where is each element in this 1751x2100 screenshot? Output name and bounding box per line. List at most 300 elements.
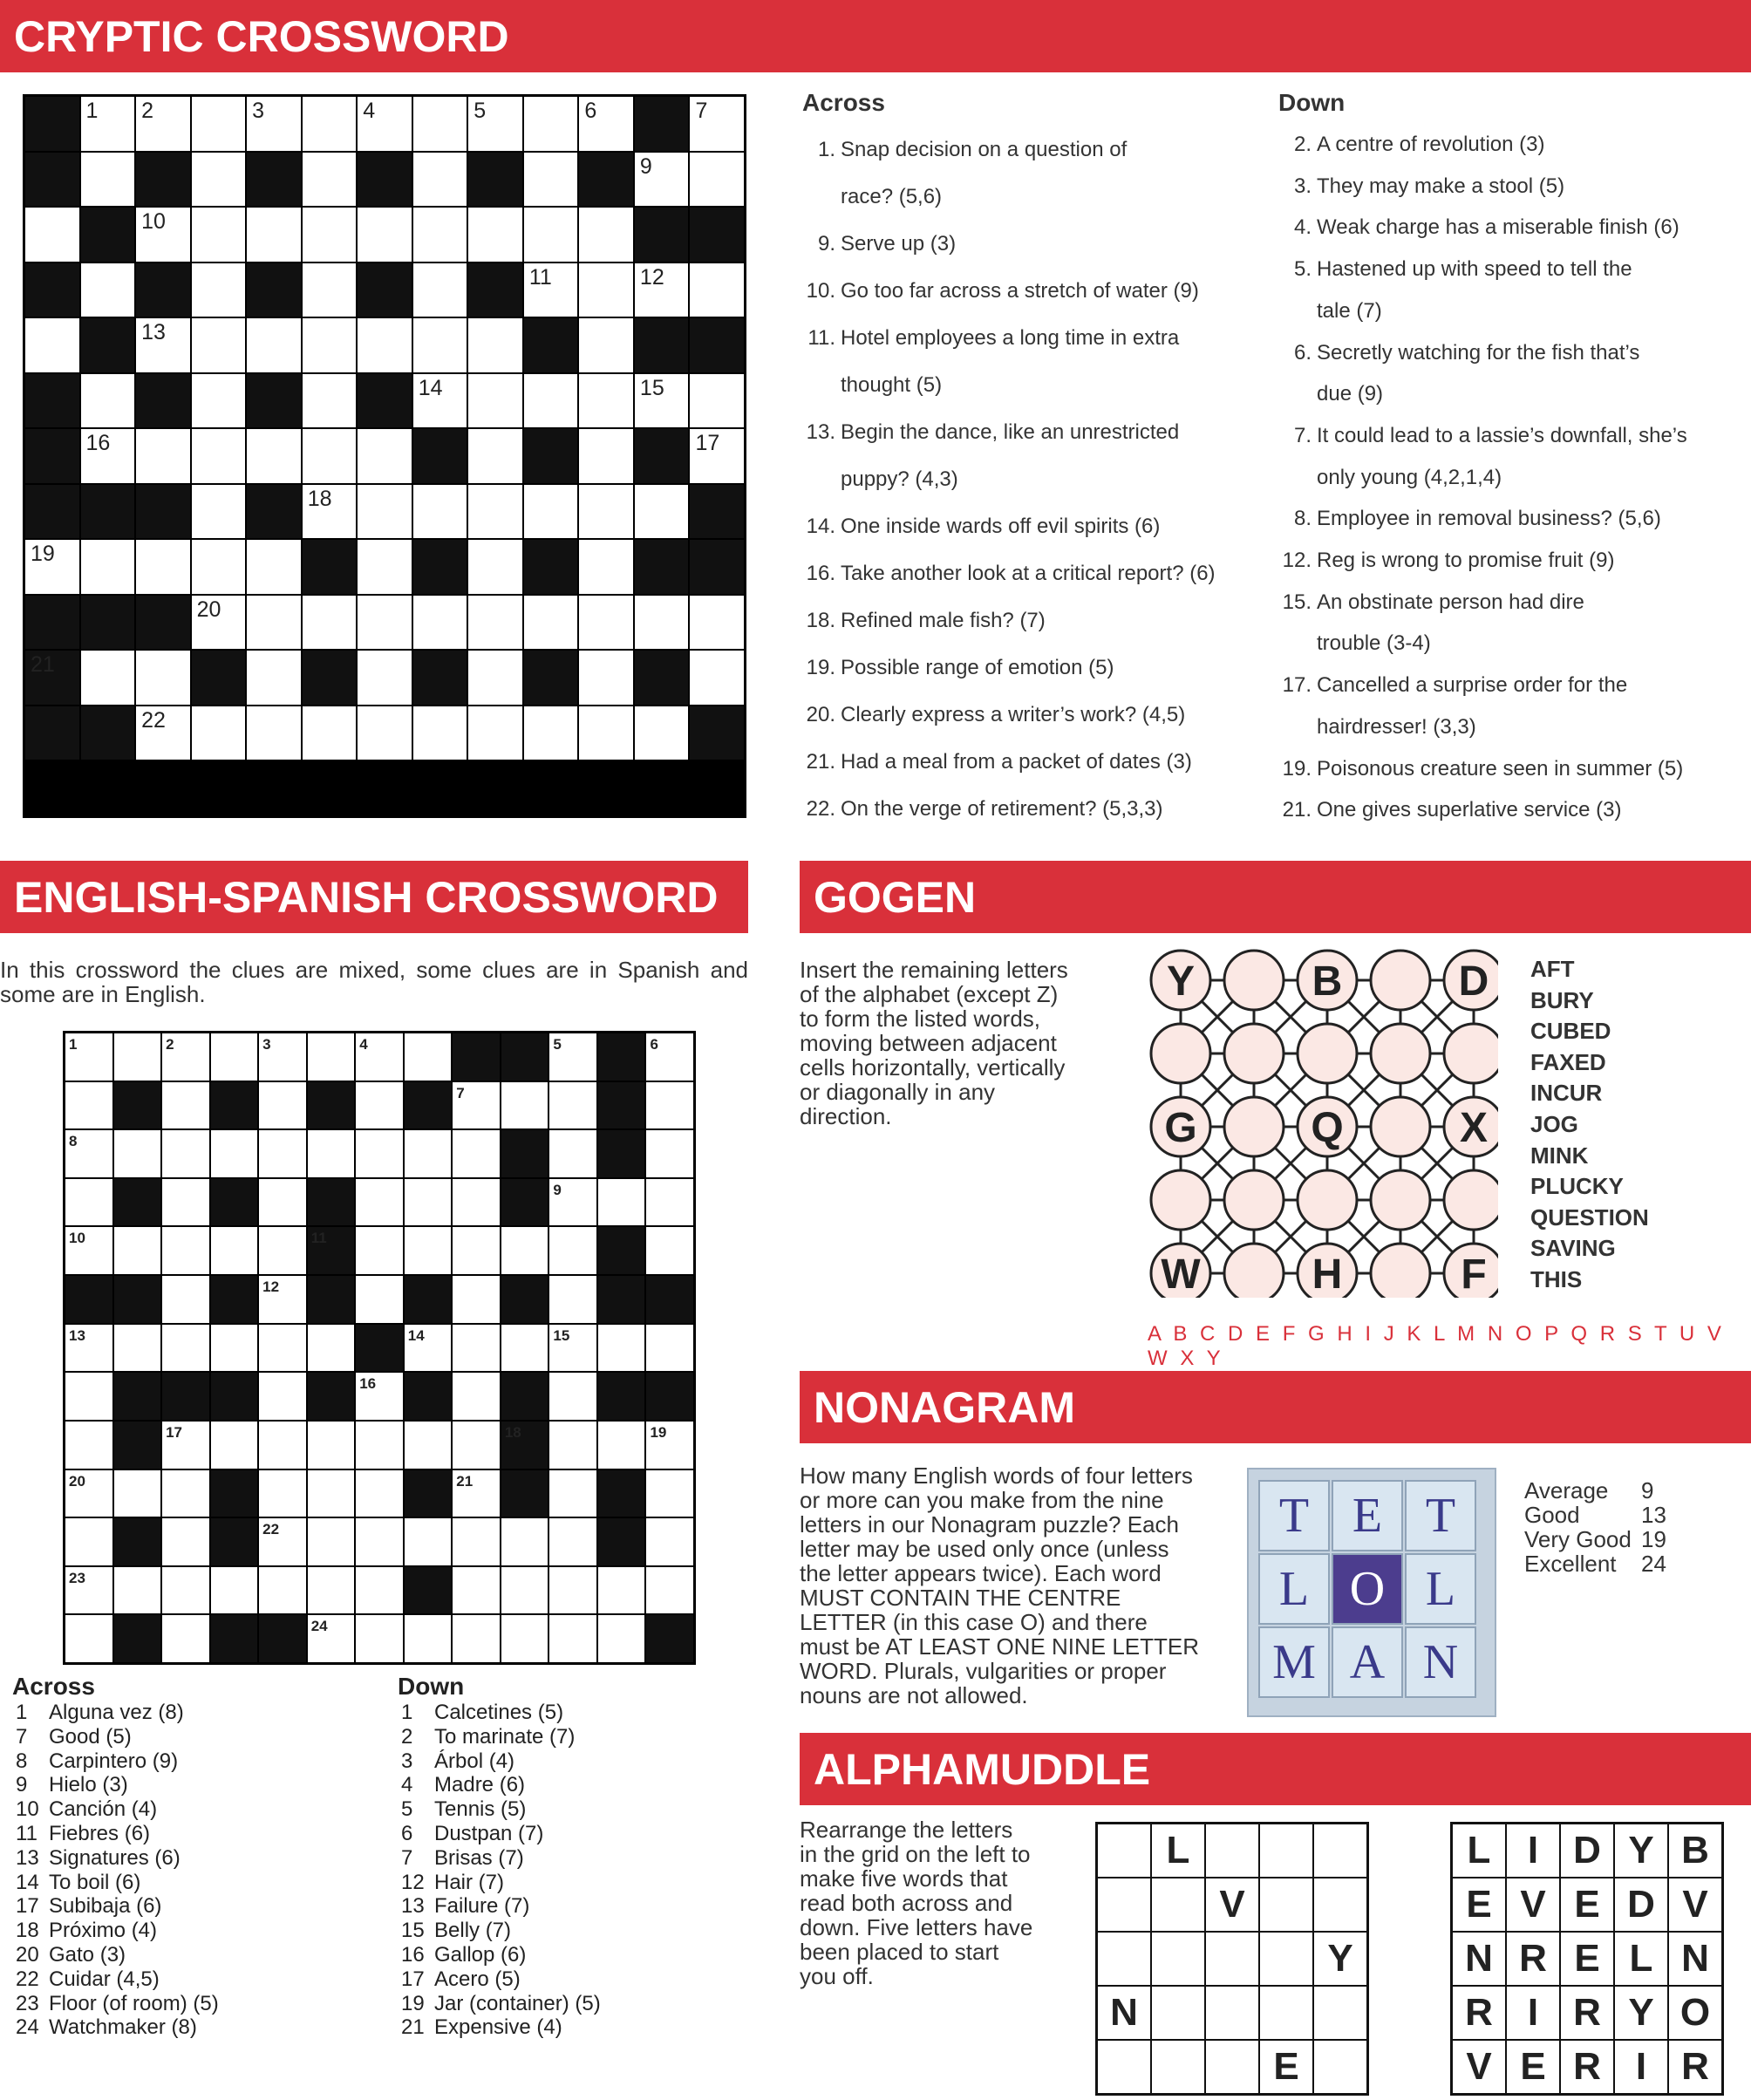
grid-cell[interactable]	[501, 1567, 548, 1614]
grid-cell[interactable]	[192, 485, 246, 539]
gogen-cell[interactable]	[1298, 1024, 1357, 1083]
alphamuddle-cell: R	[1506, 1932, 1560, 1986]
grid-cell[interactable]	[356, 1276, 403, 1323]
grid-cell[interactable]	[303, 97, 357, 151]
grid-cell[interactable]	[65, 1615, 112, 1662]
alphamuddle-cell[interactable]	[1097, 1878, 1151, 1932]
grid-cell[interactable]	[635, 374, 689, 428]
grid-cell[interactable]	[114, 1033, 161, 1081]
grid-cell[interactable]	[81, 540, 135, 594]
grid-cell[interactable]	[356, 1179, 403, 1226]
grid-cell[interactable]	[81, 153, 135, 207]
gogen-alphabet: A B C D E F G H I J K L M N O P Q R S T U V W X Y	[1148, 1322, 1725, 1370]
grid-cell[interactable]	[524, 263, 578, 317]
grid-cell[interactable]	[646, 1567, 693, 1614]
gogen-cell[interactable]	[1298, 1170, 1357, 1230]
grid-cell[interactable]	[646, 1422, 693, 1469]
black-square	[25, 596, 79, 650]
grid-cell[interactable]	[25, 208, 79, 262]
grid-cell[interactable]	[162, 1325, 209, 1372]
grid-cell[interactable]	[690, 651, 744, 705]
grid-cell[interactable]	[192, 596, 246, 650]
grid-cell[interactable]	[524, 485, 578, 539]
grid-cell[interactable]	[413, 97, 467, 151]
grid-cell[interactable]	[81, 263, 135, 317]
clue-number: 21.	[1282, 798, 1312, 822]
grid-cell[interactable]	[468, 485, 522, 539]
alphamuddle-cell[interactable]	[1205, 1824, 1259, 1878]
grid-cell[interactable]	[211, 1033, 258, 1081]
grid-cell[interactable]	[247, 97, 301, 151]
grid-cell[interactable]	[468, 374, 522, 428]
grid-cell[interactable]	[247, 429, 301, 483]
gogen-cell[interactable]	[1224, 1170, 1284, 1230]
grid-cell[interactable]	[413, 596, 467, 650]
black-square	[136, 263, 190, 317]
grid-cell[interactable]	[259, 1276, 306, 1323]
grid-cell[interactable]	[549, 1033, 596, 1081]
clue-number: 4	[363, 99, 376, 123]
grid-cell[interactable]	[468, 97, 522, 151]
grid-cell[interactable]	[247, 596, 301, 650]
gogen-cell[interactable]	[1224, 951, 1284, 1010]
alphamuddle-cell[interactable]	[1259, 1986, 1313, 2040]
grid-cell[interactable]	[453, 1325, 500, 1372]
grid-cell[interactable]	[646, 1470, 693, 1517]
grid-cell[interactable]	[413, 485, 467, 539]
grid-cell[interactable]	[356, 1227, 403, 1274]
gogen-cell[interactable]	[1151, 1024, 1210, 1083]
grid-cell[interactable]	[579, 263, 633, 317]
grid-cell[interactable]	[598, 1179, 645, 1226]
grid-cell[interactable]	[162, 1179, 209, 1226]
clue-number: 19	[401, 1991, 425, 2015]
grid-cell[interactable]	[598, 1567, 645, 1614]
grid-cell[interactable]	[192, 706, 246, 760]
grid-cell[interactable]	[162, 1422, 209, 1469]
grid-cell[interactable]	[259, 1033, 306, 1081]
grid-cell[interactable]	[65, 1179, 112, 1226]
clue-item	[799, 279, 1199, 303]
clue-item	[401, 1846, 524, 1871]
grid-cell[interactable]	[114, 1130, 161, 1177]
grid-cell[interactable]	[453, 1518, 500, 1565]
grid-cell[interactable]	[308, 1518, 355, 1565]
alphamuddle-cell[interactable]	[1313, 1986, 1367, 2040]
grid-cell[interactable]	[413, 263, 467, 317]
grid-cell[interactable]	[259, 1567, 306, 1614]
grid-cell[interactable]	[162, 1276, 209, 1323]
grid-cell[interactable]	[646, 1082, 693, 1129]
grid-cell[interactable]	[646, 1518, 693, 1565]
grid-cell[interactable]	[501, 1082, 548, 1129]
grid-cell[interactable]	[65, 1518, 112, 1565]
grid-cell[interactable]	[549, 1179, 596, 1226]
grid-cell[interactable]	[549, 1130, 596, 1177]
grid-cell[interactable]	[303, 596, 357, 650]
alphamuddle-cell[interactable]	[1313, 1824, 1367, 1878]
grid-cell[interactable]	[549, 1276, 596, 1323]
grid-cell[interactable]	[259, 1373, 306, 1420]
grid-cell[interactable]	[646, 1179, 693, 1226]
grid-cell[interactable]	[524, 374, 578, 428]
grid-cell[interactable]	[358, 485, 412, 539]
grid-cell[interactable]	[579, 485, 633, 539]
grid-cell[interactable]	[303, 706, 357, 760]
alphamuddle-cell[interactable]	[1097, 2040, 1151, 2094]
clue-number: 3	[252, 99, 265, 123]
alphamuddle-cell[interactable]	[1097, 1932, 1151, 1986]
grid-cell[interactable]	[192, 318, 246, 372]
grid-cell[interactable]	[308, 1033, 355, 1081]
grid-cell[interactable]	[259, 1422, 306, 1469]
grid-cell[interactable]	[579, 318, 633, 372]
grid-cell[interactable]	[192, 263, 246, 317]
clue-text: Snap decision on a question of	[841, 138, 1128, 161]
grid-cell[interactable]	[162, 1615, 209, 1662]
grid-cell[interactable]	[579, 97, 633, 151]
grid-cell[interactable]	[405, 1615, 452, 1662]
grid-cell[interactable]	[549, 1082, 596, 1129]
grid-cell[interactable]	[579, 651, 633, 705]
grid-cell[interactable]	[356, 1615, 403, 1662]
grid-cell[interactable]	[162, 1567, 209, 1614]
grid-cell[interactable]	[356, 1567, 403, 1614]
grid-cell[interactable]	[468, 429, 522, 483]
grid-cell[interactable]	[211, 1422, 258, 1469]
alphamuddle-cell[interactable]	[1151, 2040, 1205, 2094]
clue-number: 16	[85, 431, 111, 456]
grid-cell[interactable]	[690, 374, 744, 428]
alphamuddle-cell: E	[1452, 1878, 1506, 1932]
grid-cell[interactable]	[308, 1615, 355, 1662]
alphamuddle-cell[interactable]	[1151, 1932, 1205, 1986]
alphamuddle-cell[interactable]	[1151, 1878, 1205, 1932]
grid-cell[interactable]	[65, 1567, 112, 1614]
gogen-cell[interactable]	[1371, 1097, 1430, 1156]
grid-cell[interactable]	[247, 651, 301, 705]
grid-cell[interactable]	[303, 153, 357, 207]
grid-cell[interactable]	[635, 263, 689, 317]
grid-cell[interactable]	[192, 540, 246, 594]
grid-cell[interactable]	[598, 1422, 645, 1469]
grid-cell[interactable]	[579, 706, 633, 760]
grid-cell[interactable]	[358, 318, 412, 372]
black-square	[114, 1422, 161, 1469]
grid-cell[interactable]	[114, 1227, 161, 1274]
grid-cell[interactable]	[81, 651, 135, 705]
grid-cell[interactable]	[468, 596, 522, 650]
grid-cell[interactable]	[356, 1422, 403, 1469]
grid-cell[interactable]	[453, 1615, 500, 1662]
grid-cell[interactable]	[65, 1227, 112, 1274]
grid-cell[interactable]	[405, 1033, 452, 1081]
grid-cell[interactable]	[453, 1130, 500, 1177]
grid-cell[interactable]	[211, 1130, 258, 1177]
clue-text: Serve up (3)	[841, 232, 957, 256]
grid-cell[interactable]	[501, 1227, 548, 1274]
grid-cell[interactable]	[468, 651, 522, 705]
gogen-cell[interactable]	[1371, 1024, 1430, 1083]
gogen-cell[interactable]	[1224, 1244, 1284, 1298]
alphamuddle-cell: B	[1668, 1824, 1722, 1878]
alphamuddle-cell[interactable]	[1313, 1878, 1367, 1932]
grid-cell[interactable]	[579, 374, 633, 428]
grid-cell[interactable]	[162, 1227, 209, 1274]
grid-cell[interactable]	[303, 485, 357, 539]
grid-cell[interactable]	[579, 429, 633, 483]
grid-cell[interactable]	[579, 596, 633, 650]
grid-cell[interactable]	[192, 429, 246, 483]
grid-cell[interactable]	[358, 706, 412, 760]
alphamuddle-cell[interactable]	[1205, 2040, 1259, 2094]
alphamuddle-cell[interactable]	[1151, 1986, 1205, 2040]
grid-cell[interactable]	[25, 318, 79, 372]
grid-cell[interactable]	[413, 706, 467, 760]
grid-cell[interactable]	[549, 1325, 596, 1372]
grid-cell[interactable]	[356, 1518, 403, 1565]
grid-cell[interactable]	[453, 1422, 500, 1469]
alphamuddle-cell[interactable]	[1259, 1824, 1313, 1878]
grid-cell[interactable]	[136, 97, 190, 151]
grid-cell[interactable]	[25, 540, 79, 594]
grid-cell[interactable]	[453, 1227, 500, 1274]
gogen-cell[interactable]	[1444, 1024, 1498, 1083]
grid-cell[interactable]	[81, 97, 135, 151]
grid-cell[interactable]	[413, 318, 467, 372]
grid-cell[interactable]	[453, 1179, 500, 1226]
grid-cell[interactable]	[468, 706, 522, 760]
gogen-cell[interactable]	[1224, 1097, 1284, 1156]
grid-cell[interactable]	[303, 374, 357, 428]
grid-cell[interactable]	[356, 1373, 403, 1420]
grid-cell[interactable]	[646, 1130, 693, 1177]
grid-cell[interactable]	[468, 540, 522, 594]
black-square	[405, 1276, 452, 1323]
grid-cell[interactable]	[308, 1130, 355, 1177]
grid-cell[interactable]	[524, 153, 578, 207]
grid-cell[interactable]	[308, 1470, 355, 1517]
grid-cell[interactable]	[303, 208, 357, 262]
grid-cell[interactable]	[247, 208, 301, 262]
grid-cell[interactable]	[162, 1518, 209, 1565]
clue-text: Failure (7)	[434, 1894, 530, 1919]
grid-cell[interactable]	[136, 429, 190, 483]
grid-cell[interactable]	[358, 97, 412, 151]
clue-text: Secretly watching for the fish that’s	[1317, 340, 1640, 365]
grid-cell[interactable]	[358, 540, 412, 594]
grid-cell[interactable]	[136, 318, 190, 372]
grid-cell[interactable]	[308, 1325, 355, 1372]
grid-cell[interactable]	[356, 1033, 403, 1081]
grid-cell[interactable]	[259, 1325, 306, 1372]
grid-cell[interactable]	[358, 596, 412, 650]
grid-cell[interactable]	[468, 208, 522, 262]
grid-cell[interactable]	[453, 1276, 500, 1323]
grid-cell[interactable]	[635, 153, 689, 207]
grid-cell[interactable]	[524, 208, 578, 262]
grid-cell[interactable]	[259, 1130, 306, 1177]
grid-cell[interactable]	[356, 1470, 403, 1517]
grid-cell[interactable]	[211, 1567, 258, 1614]
grid-cell[interactable]	[598, 1325, 645, 1372]
grid-cell[interactable]	[356, 1082, 403, 1129]
grid-cell[interactable]	[81, 429, 135, 483]
grid-cell[interactable]	[405, 1227, 452, 1274]
black-square	[303, 651, 357, 705]
grid-cell[interactable]	[405, 1179, 452, 1226]
grid-cell[interactable]	[303, 429, 357, 483]
grid-cell[interactable]	[192, 208, 246, 262]
grid-cell[interactable]	[549, 1470, 596, 1517]
alphamuddle-cell[interactable]	[1313, 2040, 1367, 2094]
grid-cell[interactable]	[114, 1325, 161, 1372]
grid-cell[interactable]	[413, 153, 467, 207]
clue-item	[1275, 507, 1661, 531]
grid-cell[interactable]	[303, 318, 357, 372]
grid-cell[interactable]	[501, 1518, 548, 1565]
black-square	[211, 1518, 258, 1565]
grid-cell[interactable]	[211, 1325, 258, 1372]
grid-cell[interactable]	[65, 1422, 112, 1469]
grid-cell[interactable]	[453, 1082, 500, 1129]
grid-cell[interactable]	[468, 318, 522, 372]
gogen-cell[interactable]	[1224, 1024, 1284, 1083]
grid-cell[interactable]	[549, 1422, 596, 1469]
grid-cell[interactable]	[549, 1518, 596, 1565]
grid-cell[interactable]	[247, 540, 301, 594]
grid-cell[interactable]	[405, 1422, 452, 1469]
grid-cell[interactable]	[690, 263, 744, 317]
alphamuddle-cell[interactable]	[1259, 1932, 1313, 1986]
clue-item	[799, 562, 1216, 586]
grid-cell[interactable]	[453, 1470, 500, 1517]
grid-cell[interactable]	[192, 153, 246, 207]
gogen-cell[interactable]	[1444, 1170, 1498, 1230]
grid-cell[interactable]	[136, 651, 190, 705]
grid-cell[interactable]	[690, 97, 744, 151]
alphamuddle-cell[interactable]	[1097, 1824, 1151, 1878]
grid-cell[interactable]	[646, 1033, 693, 1081]
clue-text: A centre of revolution (3)	[1317, 133, 1545, 156]
grid-cell[interactable]	[646, 1325, 693, 1372]
grid-cell[interactable]	[192, 97, 246, 151]
grid-cell[interactable]	[358, 208, 412, 262]
grid-cell[interactable]	[405, 1518, 452, 1565]
nonagram-instructions: How many English words of four letters or more can you make from the nine letters in our Nonagram puzzle? Each letter may be used only once (unless the letter appears twice). Each word MUST CONTAIN THE CENTRE LETTER (in this case O) and there must be AT LEAST ONE NINE LETTER WORD. Plurals, vulgarities or proper nouns are not allowed.	[800, 1462, 1200, 1708]
grid-cell[interactable]	[358, 651, 412, 705]
black-square	[501, 1422, 548, 1469]
gogen-cell[interactable]	[1371, 951, 1430, 1010]
grid-cell[interactable]	[259, 1518, 306, 1565]
alphamuddle-cell[interactable]	[1205, 1932, 1259, 1986]
grid-cell[interactable]	[501, 1325, 548, 1372]
grid-cell[interactable]	[65, 1130, 112, 1177]
grid-cell[interactable]	[413, 374, 467, 428]
grid-cell[interactable]	[549, 1567, 596, 1614]
grid-cell[interactable]	[303, 263, 357, 317]
grid-cell[interactable]	[501, 1615, 548, 1662]
black-square	[598, 1518, 645, 1565]
grid-cell[interactable]	[598, 1615, 645, 1662]
grid-cell[interactable]	[579, 208, 633, 262]
grid-cell[interactable]	[635, 706, 689, 760]
clue-item	[16, 1943, 126, 1967]
grid-cell[interactable]	[413, 208, 467, 262]
grid-cell[interactable]	[549, 1373, 596, 1420]
clue-number: 18.	[806, 609, 835, 632]
grid-cell[interactable]	[358, 429, 412, 483]
grid-cell[interactable]	[65, 1033, 112, 1081]
grid-cell[interactable]	[162, 1033, 209, 1081]
grid-cell[interactable]	[65, 1325, 112, 1372]
grid-cell[interactable]	[405, 1325, 452, 1372]
alphamuddle-cell[interactable]	[1205, 1986, 1259, 2040]
grid-cell[interactable]	[308, 1567, 355, 1614]
clue-item	[799, 138, 1127, 162]
grid-cell[interactable]	[405, 1130, 452, 1177]
grid-cell[interactable]	[635, 596, 689, 650]
grid-cell[interactable]	[259, 1227, 306, 1274]
grid-cell[interactable]	[690, 153, 744, 207]
clue-text: Good (5)	[49, 1724, 132, 1749]
black-square	[524, 429, 578, 483]
clue-number: 11.	[807, 326, 835, 350]
grid-cell[interactable]	[136, 208, 190, 262]
gogen-cell[interactable]	[1371, 1170, 1430, 1230]
es-down-heading: Down	[398, 1673, 465, 1700]
grid-cell[interactable]	[65, 1373, 112, 1420]
grid-cell[interactable]	[453, 1373, 500, 1420]
clue-text: due (9)	[1317, 382, 1384, 406]
grid-cell[interactable]	[65, 1470, 112, 1517]
grid-cell[interactable]	[579, 540, 633, 594]
alphamuddle-cell[interactable]	[1259, 1878, 1313, 1932]
grid-cell[interactable]	[524, 97, 578, 151]
grid-cell[interactable]	[690, 596, 744, 650]
grid-cell[interactable]	[524, 596, 578, 650]
grid-cell[interactable]	[259, 1082, 306, 1129]
grid-cell[interactable]	[524, 706, 578, 760]
grid-cell[interactable]	[247, 706, 301, 760]
grid-cell[interactable]	[192, 374, 246, 428]
grid-cell[interactable]	[65, 1082, 112, 1129]
grid-cell[interactable]	[690, 429, 744, 483]
grid-cell[interactable]	[136, 706, 190, 760]
grid-cell[interactable]	[114, 1470, 161, 1517]
grid-cell[interactable]	[259, 1470, 306, 1517]
grid-cell[interactable]	[308, 1422, 355, 1469]
gogen-cell[interactable]	[1371, 1244, 1430, 1298]
black-square	[646, 1615, 693, 1662]
grid-cell[interactable]	[549, 1615, 596, 1662]
grid-cell[interactable]	[356, 1130, 403, 1177]
grid-cell[interactable]	[211, 1227, 258, 1274]
grid-cell[interactable]	[136, 540, 190, 594]
grid-cell[interactable]	[635, 485, 689, 539]
grid-cell[interactable]	[549, 1227, 596, 1274]
grid-cell[interactable]	[162, 1130, 209, 1177]
grid-cell[interactable]	[114, 1567, 161, 1614]
grid-cell[interactable]	[162, 1082, 209, 1129]
grid-cell[interactable]	[646, 1227, 693, 1274]
grid-cell[interactable]	[81, 374, 135, 428]
grid-cell[interactable]	[453, 1567, 500, 1614]
gogen-cell[interactable]	[1151, 1170, 1210, 1230]
grid-cell[interactable]	[162, 1470, 209, 1517]
grid-cell[interactable]	[259, 1179, 306, 1226]
grid-cell[interactable]	[247, 318, 301, 372]
